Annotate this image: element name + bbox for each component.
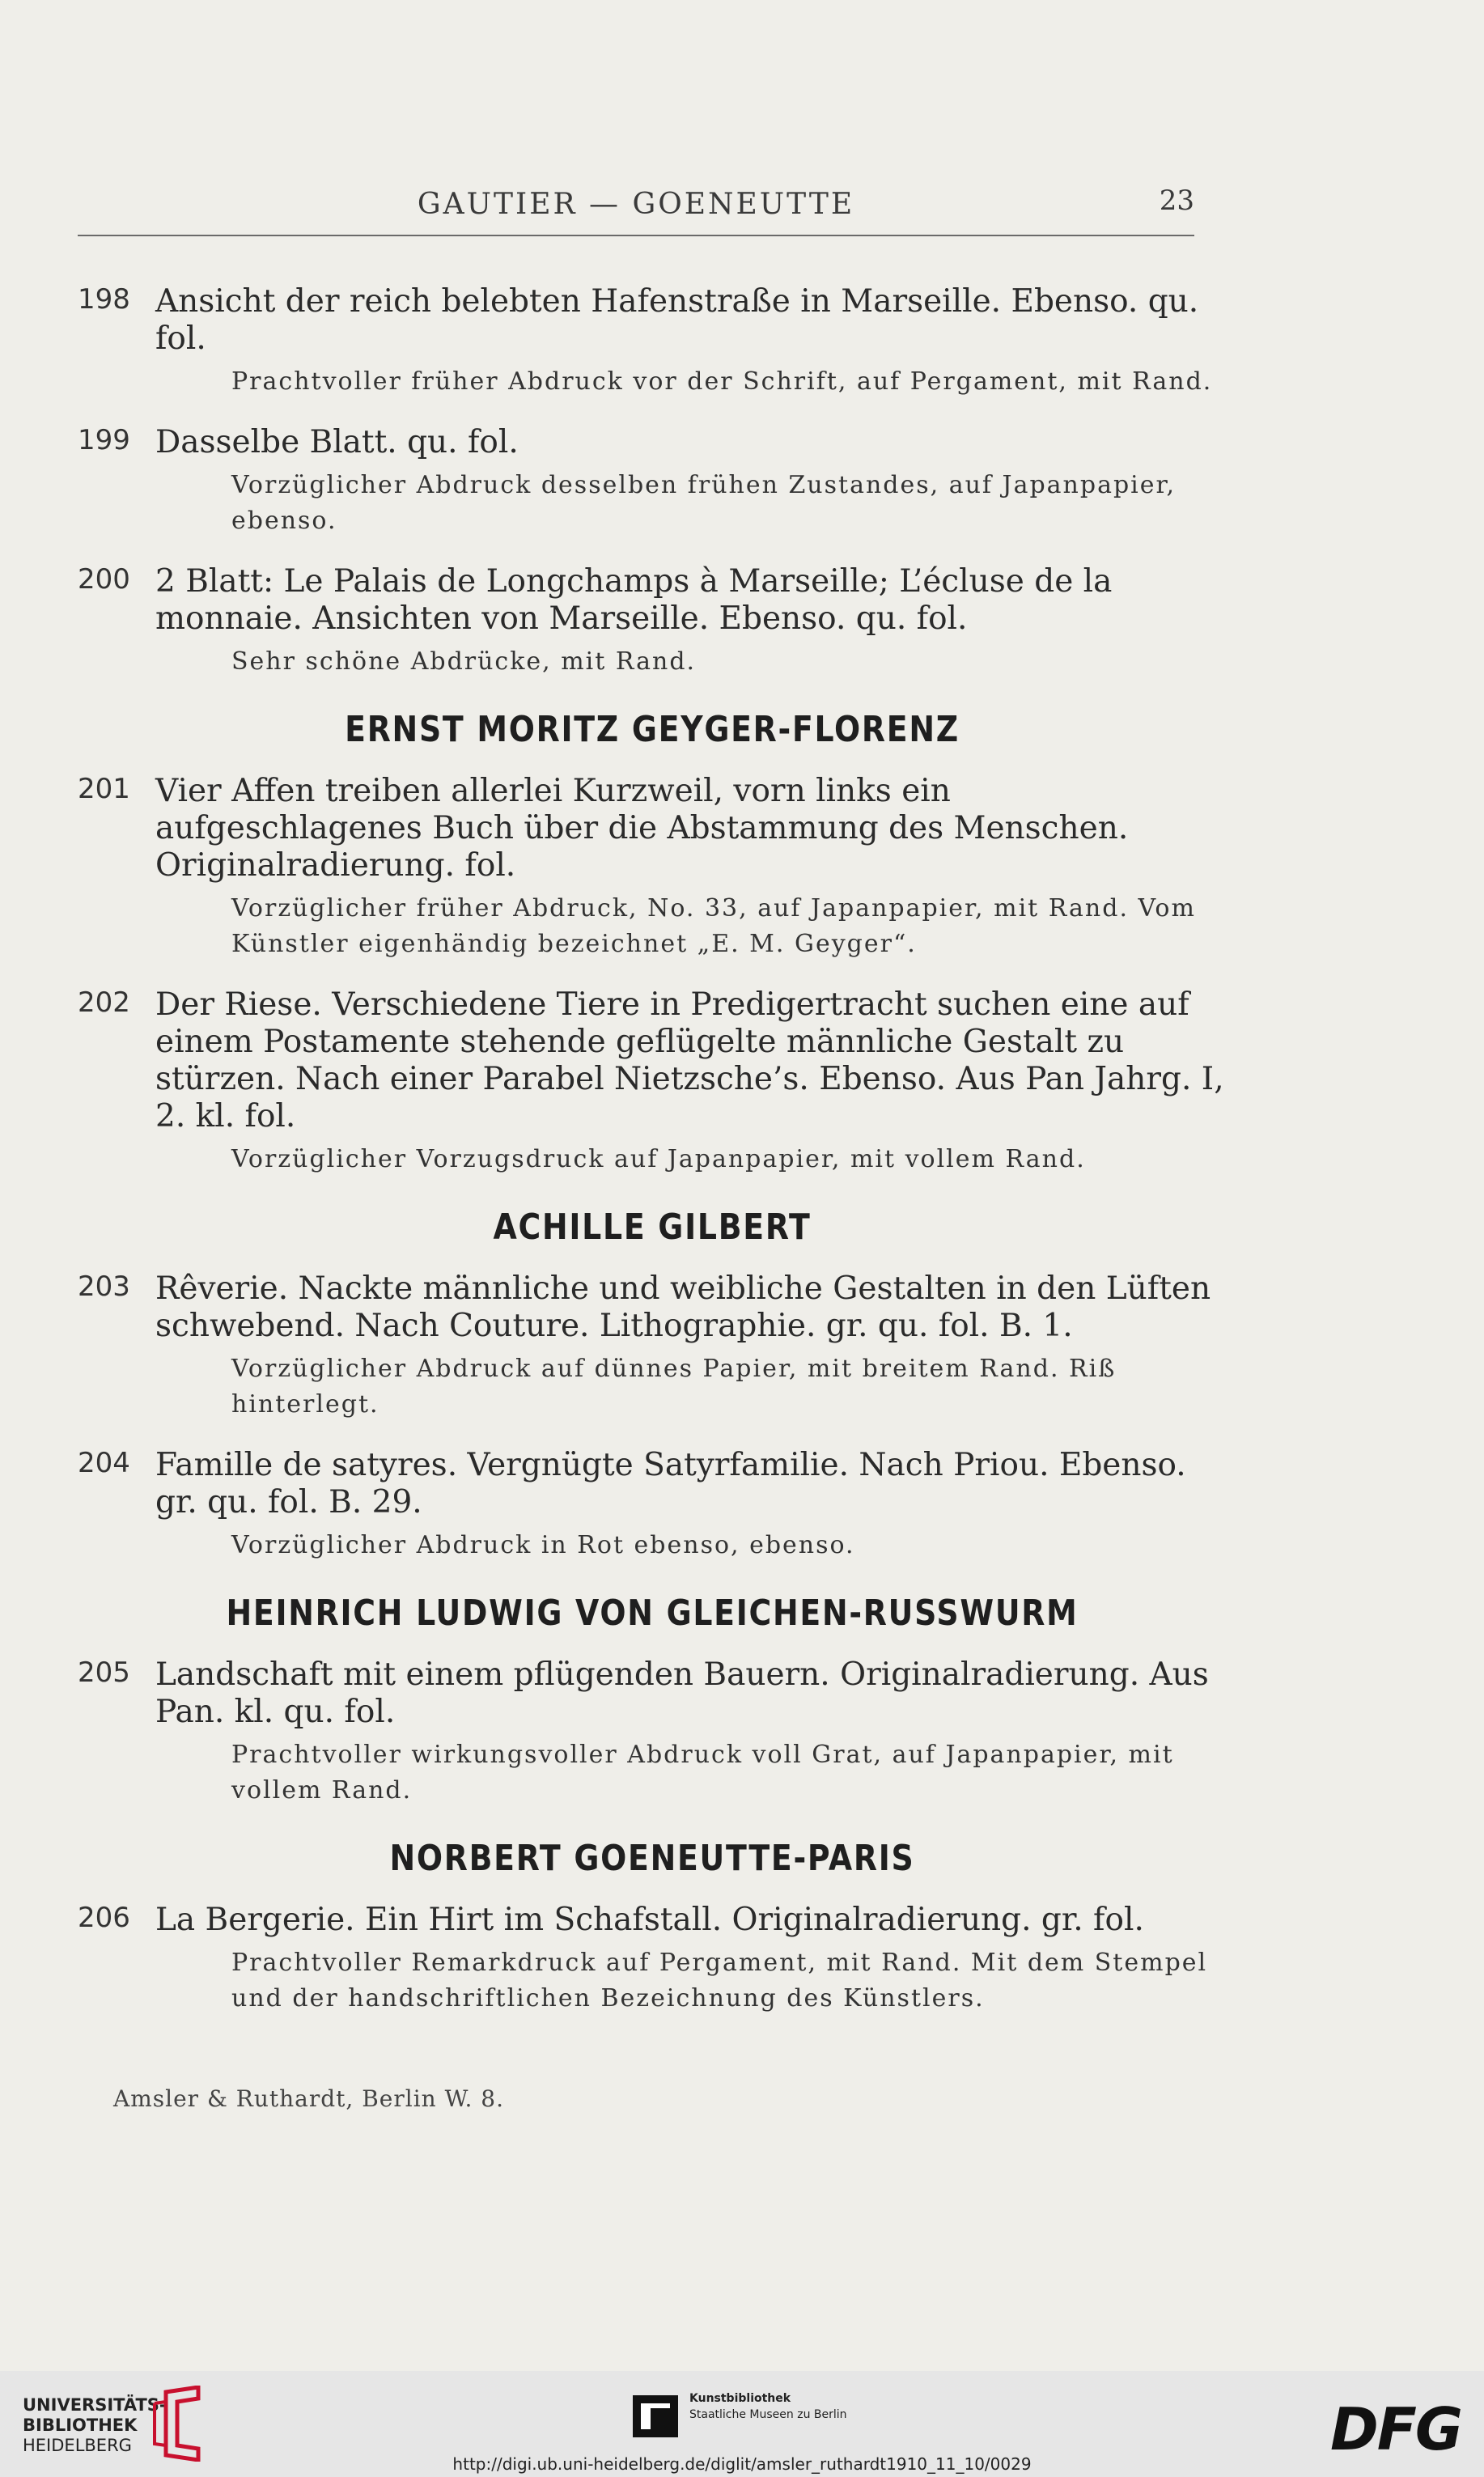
publisher-imprint: Amsler & Ruthardt, Berlin W. 8. xyxy=(113,2085,505,2112)
dfg-logo[interactable]: DFG xyxy=(1329,2395,1461,2463)
kunstbibliothek-subtitle: Staatliche Museen zu Berlin xyxy=(689,2408,847,2421)
entry-condition-note: Vorzüglicher Abdruck auf dünnes Papier, mit breitem Rand. Riß hinterlegt. xyxy=(231,1355,1117,1419)
entry-number: 198 xyxy=(78,283,130,316)
catalog-content xyxy=(78,283,1227,2041)
ub-logo-line-1: UNIVERSITÄTS- xyxy=(23,2395,167,2415)
ub-logo-mark-icon xyxy=(150,2386,205,2462)
artist-heading: NORBERT GOENEUTTE-PARIS xyxy=(389,1838,915,1879)
page-number: 23 xyxy=(1159,185,1194,217)
catalog-entry xyxy=(78,773,1227,962)
catalog-entry xyxy=(78,424,1227,539)
entry-number: 199 xyxy=(78,424,130,456)
entry-description: Dasselbe Blatt. qu. fol. xyxy=(155,424,519,460)
entry-condition-note: Prachtvoller früher Abdruck vor der Schrift, auf Pergament, mit Rand. xyxy=(231,367,1213,396)
entry-number: 204 xyxy=(78,1447,130,1479)
entry-number: 200 xyxy=(78,563,130,596)
entry-condition-note: Vorzüglicher Vorzugsdruck auf Japanpapier, mit vollem Rand. xyxy=(231,1145,1086,1173)
catalog-entry xyxy=(78,1656,1227,1809)
entry-condition-note: Prachtvoller wirkungsvoller Abdruck voll Grat, auf Japanpapier, mit vollem Rand. xyxy=(231,1741,1174,1805)
artist-heading: HEINRICH LUDWIG VON GLEICHEN-RUSSWURM xyxy=(226,1593,1079,1634)
header-rule xyxy=(78,235,1194,236)
permalink-url[interactable]: http://digi.ub.uni-heidelberg.de/diglit/amsler_ruthardt1910_11_10/0029 xyxy=(452,2454,1032,2474)
entry-number: 205 xyxy=(78,1656,130,1689)
entry-description: Der Riese. Verschiedene Tiere in Predigertracht suchen eine auf einem Postamente stehende geflügelte männliche Gestalt zu stürzen. Nach einer Parabel Nietzsche’s. Ebenso. Aus Pan Jahrg. I, 2. kl. fol. xyxy=(155,986,1224,1135)
ub-logo-line-3: HEIDELBERG xyxy=(23,2436,132,2455)
viewer-footer xyxy=(0,2371,1484,2477)
entry-number: 202 xyxy=(78,986,130,1019)
university-library-logo[interactable] xyxy=(23,2395,167,2456)
entry-number: 206 xyxy=(78,1902,130,1934)
running-head xyxy=(78,185,1194,233)
entry-number: 203 xyxy=(78,1270,130,1303)
entry-condition-note: Sehr schöne Abdrücke, mit Rand. xyxy=(231,647,697,676)
catalog-entry xyxy=(78,986,1227,1177)
catalog-entry xyxy=(78,1270,1227,1423)
running-title: GAUTIER — GOENEUTTE xyxy=(417,188,855,221)
entry-description: La Bergerie. Ein Hirt im Schafstall. Originalradierung. gr. fol. xyxy=(155,1902,1144,1938)
catalog-entry xyxy=(78,1902,1227,2017)
catalog-entry xyxy=(78,1447,1227,1563)
artist-heading: ACHILLE GILBERT xyxy=(493,1207,812,1248)
entry-description: Ansicht der reich belebten Hafenstraße in Marseille. Ebenso. qu. fol. xyxy=(155,283,1199,357)
kunstbibliothek-mark-icon xyxy=(633,2395,678,2437)
artist-heading: ERNST MORITZ GEYGER-FLORENZ xyxy=(345,709,960,750)
catalog-entry xyxy=(78,563,1227,680)
entry-description: Vier Affen treiben allerlei Kurzweil, vorn links ein aufgeschlagenes Buch über die Abstammung des Menschen. Originalradierung. fol. xyxy=(155,773,1129,884)
entry-description: Landschaft mit einem pflügenden Bauern. Originalradierung. Aus Pan. kl. qu. fol. xyxy=(155,1656,1209,1730)
entry-description: Rêverie. Nackte männliche und weibliche Gestalten in den Lüften schwebend. Nach Couture. Lithographie. gr. qu. fol. B. 1. xyxy=(155,1270,1211,1344)
entry-number: 201 xyxy=(78,773,130,805)
ub-logo-line-2: BIBLIOTHEK xyxy=(23,2415,138,2435)
kunstbibliothek-name: Kunstbibliothek xyxy=(689,2392,791,2405)
entry-condition-note: Vorzüglicher früher Abdruck, No. 33, auf Japanpapier, mit Rand. Vom Künstler eigenhändig bezeichnet „E. M. Geyger“. xyxy=(231,894,1196,958)
entry-condition-note: Prachtvoller Remarkdruck auf Pergament, mit Rand. Mit dem Stempel und der handschriftlichen Bezeichnung des Künstlers. xyxy=(231,1949,1208,2013)
catalog-entry xyxy=(78,283,1227,400)
entry-description: 2 Blatt: Le Palais de Longchamps à Marseille; L’écluse de la monnaie. Ansichten von Marseille. Ebenso. qu. fol. xyxy=(155,563,1113,637)
entry-condition-note: Vorzüglicher Abdruck in Rot ebenso, ebenso. xyxy=(231,1531,855,1559)
entry-description: Famille de satyres. Vergnügte Satyrfamilie. Nach Priou. Ebenso. gr. qu. fol. B. 29. xyxy=(155,1447,1186,1521)
entry-condition-note: Vorzüglicher Abdruck desselben frühen Zustandes, auf Japanpapier, ebenso. xyxy=(231,471,1177,535)
